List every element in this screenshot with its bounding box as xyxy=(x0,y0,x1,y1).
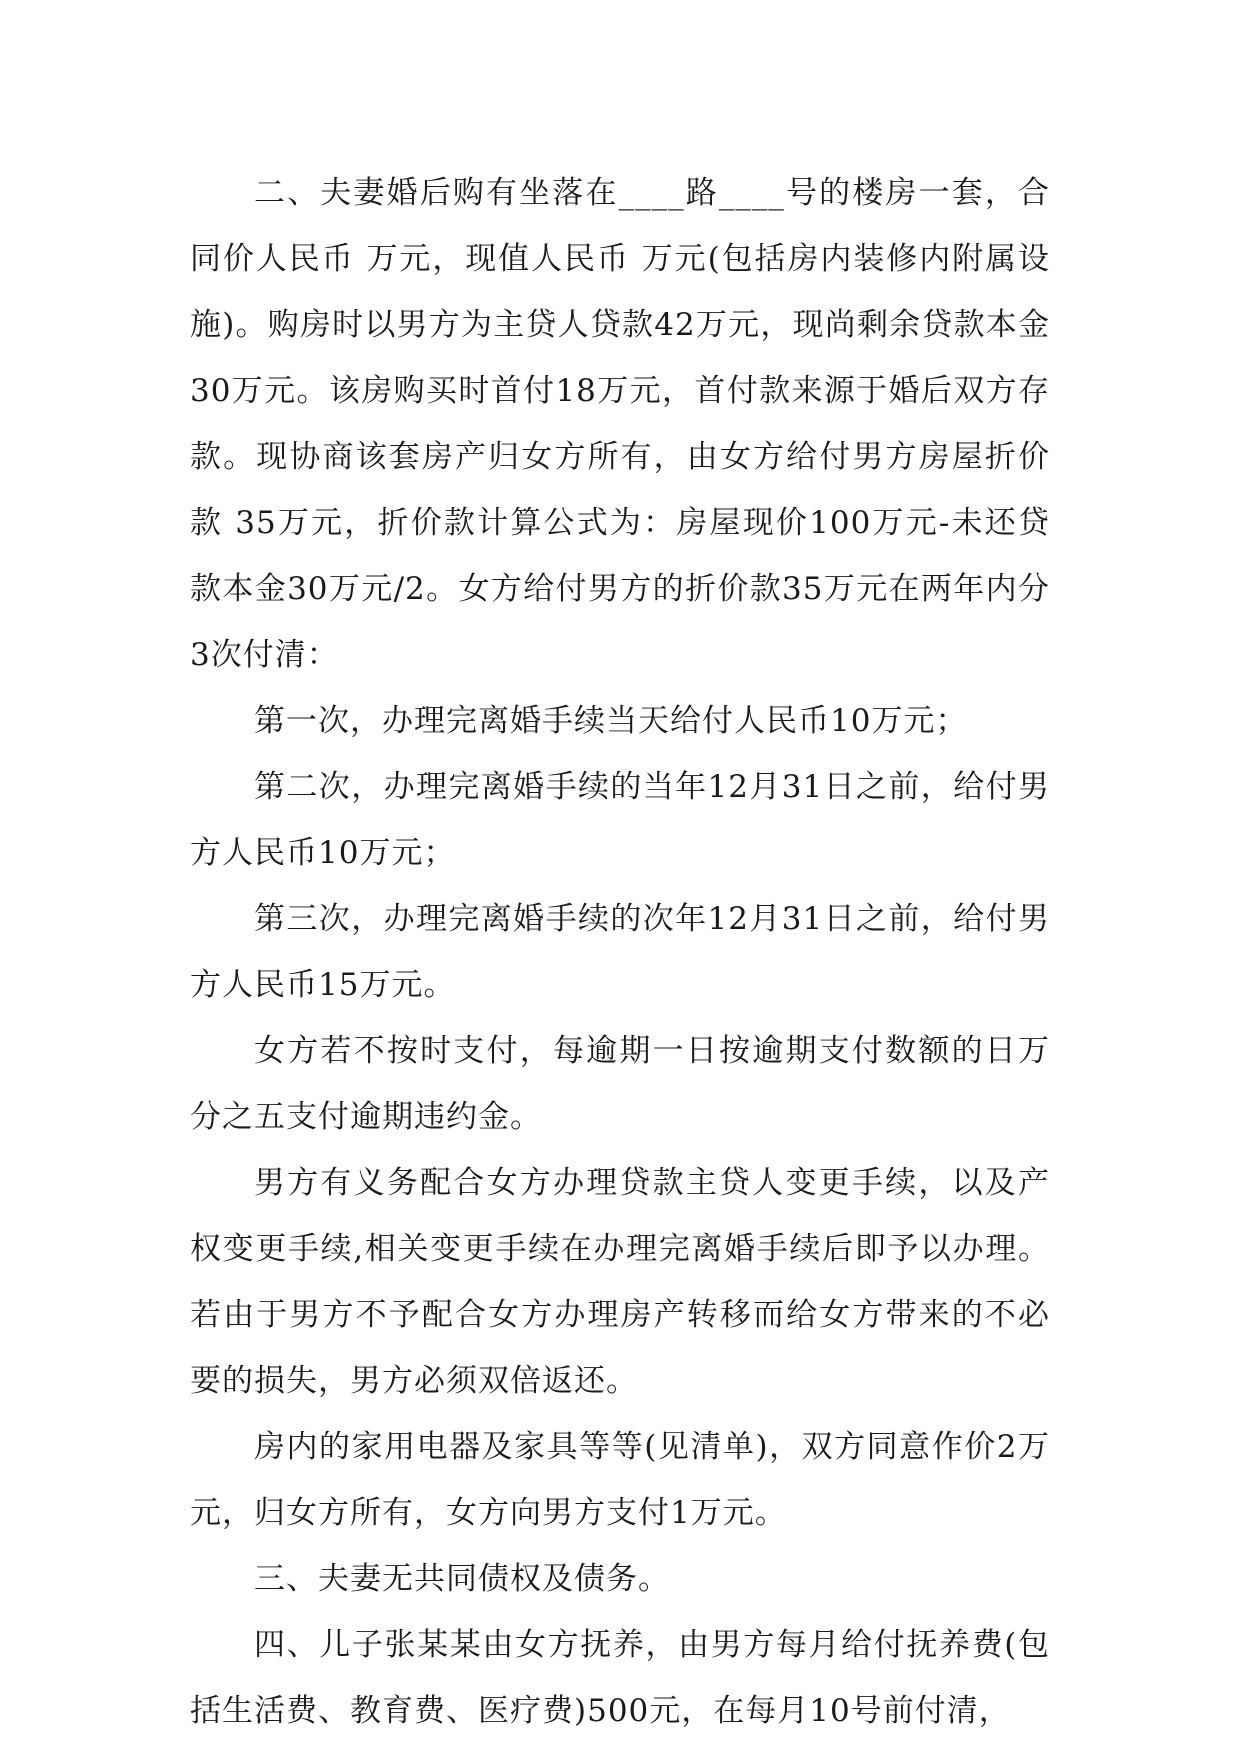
document-body xyxy=(190,160,1050,1744)
paragraph-second-payment: 第二次，办理完离婚手续的当年12月31日之前，给付男方人民币10万元； xyxy=(190,769,1050,871)
paragraph-late-penalty: 女方若不按时支付，每逾期一日按逾期支付数额的日万分之五支付逾期违约金。 xyxy=(190,1033,1050,1135)
paragraph-no-debts: 三、夫妻无共同债权及债务。 xyxy=(254,1561,670,1597)
paragraph-third-payment: 第三次，办理完离婚手续的次年12月31日之前，给付男方人民币15万元。 xyxy=(190,901,1050,1003)
paragraph-child-support: 四、儿子张某某由女方抚养，由男方每月给付抚养费(包括生活费、教育费、医疗费)500元，在每月10号前付清， xyxy=(190,1627,1050,1729)
paragraph-loan-transfer: 男方有义务配合女方办理贷款主贷人变更手续，以及产权变更手续,相关变更手续在办理完离婚手续后即予以办理。若由于男方不予配合女方办理房产转移而给女方带来的不必要的损失，男方必须双倍返还。 xyxy=(190,1165,1050,1399)
paragraph-appliances: 房内的家用电器及家具等等(见清单)，双方同意作价2万元，归女方所有，女方向男方支付1万元。 xyxy=(190,1429,1050,1531)
paragraph-property-house: 二、夫妻婚后购有坐落在____路____号的楼房一套，合同价人民币 万元，现值人民币 万元(包括房内装修内附属设施)。购房时以男方为主贷人贷款42万元，现尚剩余贷款本金30万元。该房购买时首付18万元，首付款来源于婚后双方存款。现协商该套房产归女方所有，由女方给付男方房屋折价款 35万元，折价款计算公式为：房屋现价100万元-未还贷款本金30万元/2。女方给付男方的折价款35万元在两年内分3次付清： xyxy=(190,175,1050,673)
paragraph-first-payment: 第一次，办理完离婚手续当天给付人民币10万元； xyxy=(254,703,968,739)
